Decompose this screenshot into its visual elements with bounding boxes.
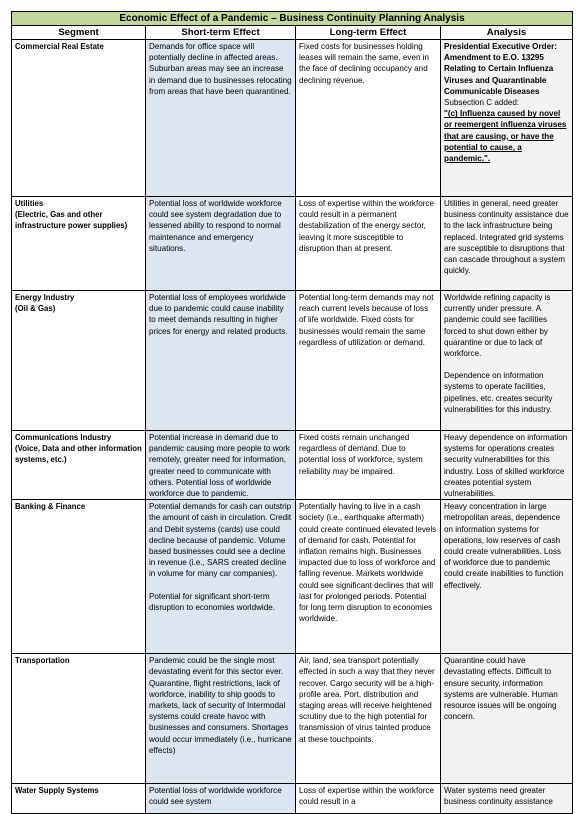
table-row [12, 500, 573, 654]
segment-cell: Energy Industry (Oil & Gas) [12, 291, 146, 431]
short-term-cell: Potential increase in demand due to pandemic causing more people to work remotely, greater need for information, greater need to communicate with others. Potential loss of worldwide workforce due to pandemic. [146, 431, 296, 500]
long-term-cell: Fixed costs remain unchanged regardless of demand. Due to potential loss of workforce, system reliability may be impaired. [296, 431, 441, 500]
segment-cell: Water Supply Systems [12, 784, 146, 814]
table-row [12, 431, 573, 500]
long-term-cell: Potentially having to live in a cash society (i.e., earthquake aftermath) could create continued elevated levels of demand for cash. Potential for inflation remains high. Businesses impacted due to loss of workforce and falling revenue. Markets worldwide could see significant declines that will last for prolonged periods. Potential for long term disruption to economies worldwide. [296, 500, 441, 654]
analysis-cell: Worldwide refining capacity is currently under pressure. A pandemic could see facilities forced to shut down either by quarantine or due to lack of workforce. Dependence on information systems to operate facilities, pipelines, etc. creates security vulnerabilities for this industry. [441, 291, 573, 431]
long-term-cell: Loss of expertise within the workforce could result in a [296, 784, 441, 814]
analysis-cell: Heavy concentration in large metropolitan areas, dependence on information systems for operations, low reserves of cash could create vulnerabilities. Loss of workforce due to pandemic could create inabilities to function effectively. [441, 500, 573, 654]
subsection-quote: "(c) Influenza caused by novel or reemergent influenza viruses that are causing, or have the potential to cause, a pandemic.". [444, 109, 567, 164]
subsection-label: Subsection C added: [444, 98, 520, 108]
analysis-cell: Water systems need greater business continuity assistance [441, 784, 573, 814]
table-row [12, 197, 573, 291]
table-title: Economic Effect of a Pandemic – Business Continuity Planning Analysis [12, 12, 573, 26]
column-header-analysis: Analysis [441, 26, 573, 40]
column-header-short-term: Short-term Effect [146, 26, 296, 40]
analysis-cell: Quarantine could have devastating effects. Difficult to ensure security, information systems are vulnerable. Human resource issues will be ongoing concern. [441, 654, 573, 784]
short-term-cell: Potential demands for cash can outstrip the amount of cash in circulation. Credit and Debit systems (cards) use could decline because of pandemic. Volume based businesses could see a decline in revenue (i.e., SARS created decline in volume for many car companies). Potential for significant short-term disruption to economies worldwide. [146, 500, 296, 654]
document [11, 11, 572, 814]
short-term-cell: Demands for office space will potentially decline in affected areas. Suburban areas may see an increase in demand due to businesses relocating from areas that have been quarantined. [146, 40, 296, 197]
long-term-cell: Potential long-term demands may not reach current levels because of loss of life worldwide. Fixed costs for businesses would remain the same regardless of utilization or demand. [296, 291, 441, 431]
header-row [12, 26, 573, 40]
executive-order-title: Presidential Executive Order: Amendment to E.O. 13295 Relating to Certain Influenza Viruses and Quarantinable Communicable Diseases [444, 42, 557, 96]
segment-cell: Transportation [12, 654, 146, 784]
short-term-cell: Pandemic could be the single most devastating event for this sector ever. Quarantine, flight restrictions, lack of workforce, inability to ship goods to markets, lack of security of Intermodal systems could create havoc with businesses and consumers. Shortages would occur immediately (i.e., hurricane effects) [146, 654, 296, 784]
table-row [12, 784, 573, 814]
short-term-cell: Potential loss of worldwide workforce could see system degradation due to lessened ability to respond to normal maintenance and emergency situations. [146, 197, 296, 291]
segment-cell: Communications Industry (Voice, Data and other information systems, etc.) [12, 431, 146, 500]
short-term-cell: Potential loss of employees worldwide due to pandemic could cause inability to meet demands resulting in higher prices for energy and related products. [146, 291, 296, 431]
segment-cell: Commercial Real Estate [12, 40, 146, 197]
analysis-cell [441, 40, 573, 197]
analysis-cell: Heavy dependence on information systems for operations creates security vulnerabilities for this industry. Loss of skilled workforce creates potential system vulnerabilities. [441, 431, 573, 500]
analysis-cell: Utilities in general, need greater business continuity assistance due to the lack infrastructure being replaced. Integrated grid systems are susceptible to disruptions that can cascade throughout a system quickly. [441, 197, 573, 291]
table-title-row [12, 12, 573, 26]
segment-cell: Banking & Finance [12, 500, 146, 654]
column-header-segment: Segment [12, 26, 146, 40]
table-row [12, 40, 573, 197]
column-header-long-term: Long-term Effect [296, 26, 441, 40]
analysis-table [11, 11, 573, 814]
table-row [12, 291, 573, 431]
segment-cell: Utilities (Electric, Gas and other infrastructure power supplies) [12, 197, 146, 291]
long-term-cell: Air, land, sea transport potentially effected in such a way that they never recover. Cargo security will be a high-profile area. Port, distribution and staging areas will receive heightened scrutiny due to the high potential for transmission of virus tainted produce at these touchpoints. [296, 654, 441, 784]
long-term-cell: Loss of expertise within the workforce could result in a permanent destabilization of the energy sector, leaving it more susceptible to disruption than at present. [296, 197, 441, 291]
long-term-cell: Fixed costs for businesses holding leases will remain the same, even in the face of declining occupancy and declining revenue. [296, 40, 441, 197]
short-term-cell: Potential loss of worldwide workforce could see system [146, 784, 296, 814]
table-row [12, 654, 573, 784]
